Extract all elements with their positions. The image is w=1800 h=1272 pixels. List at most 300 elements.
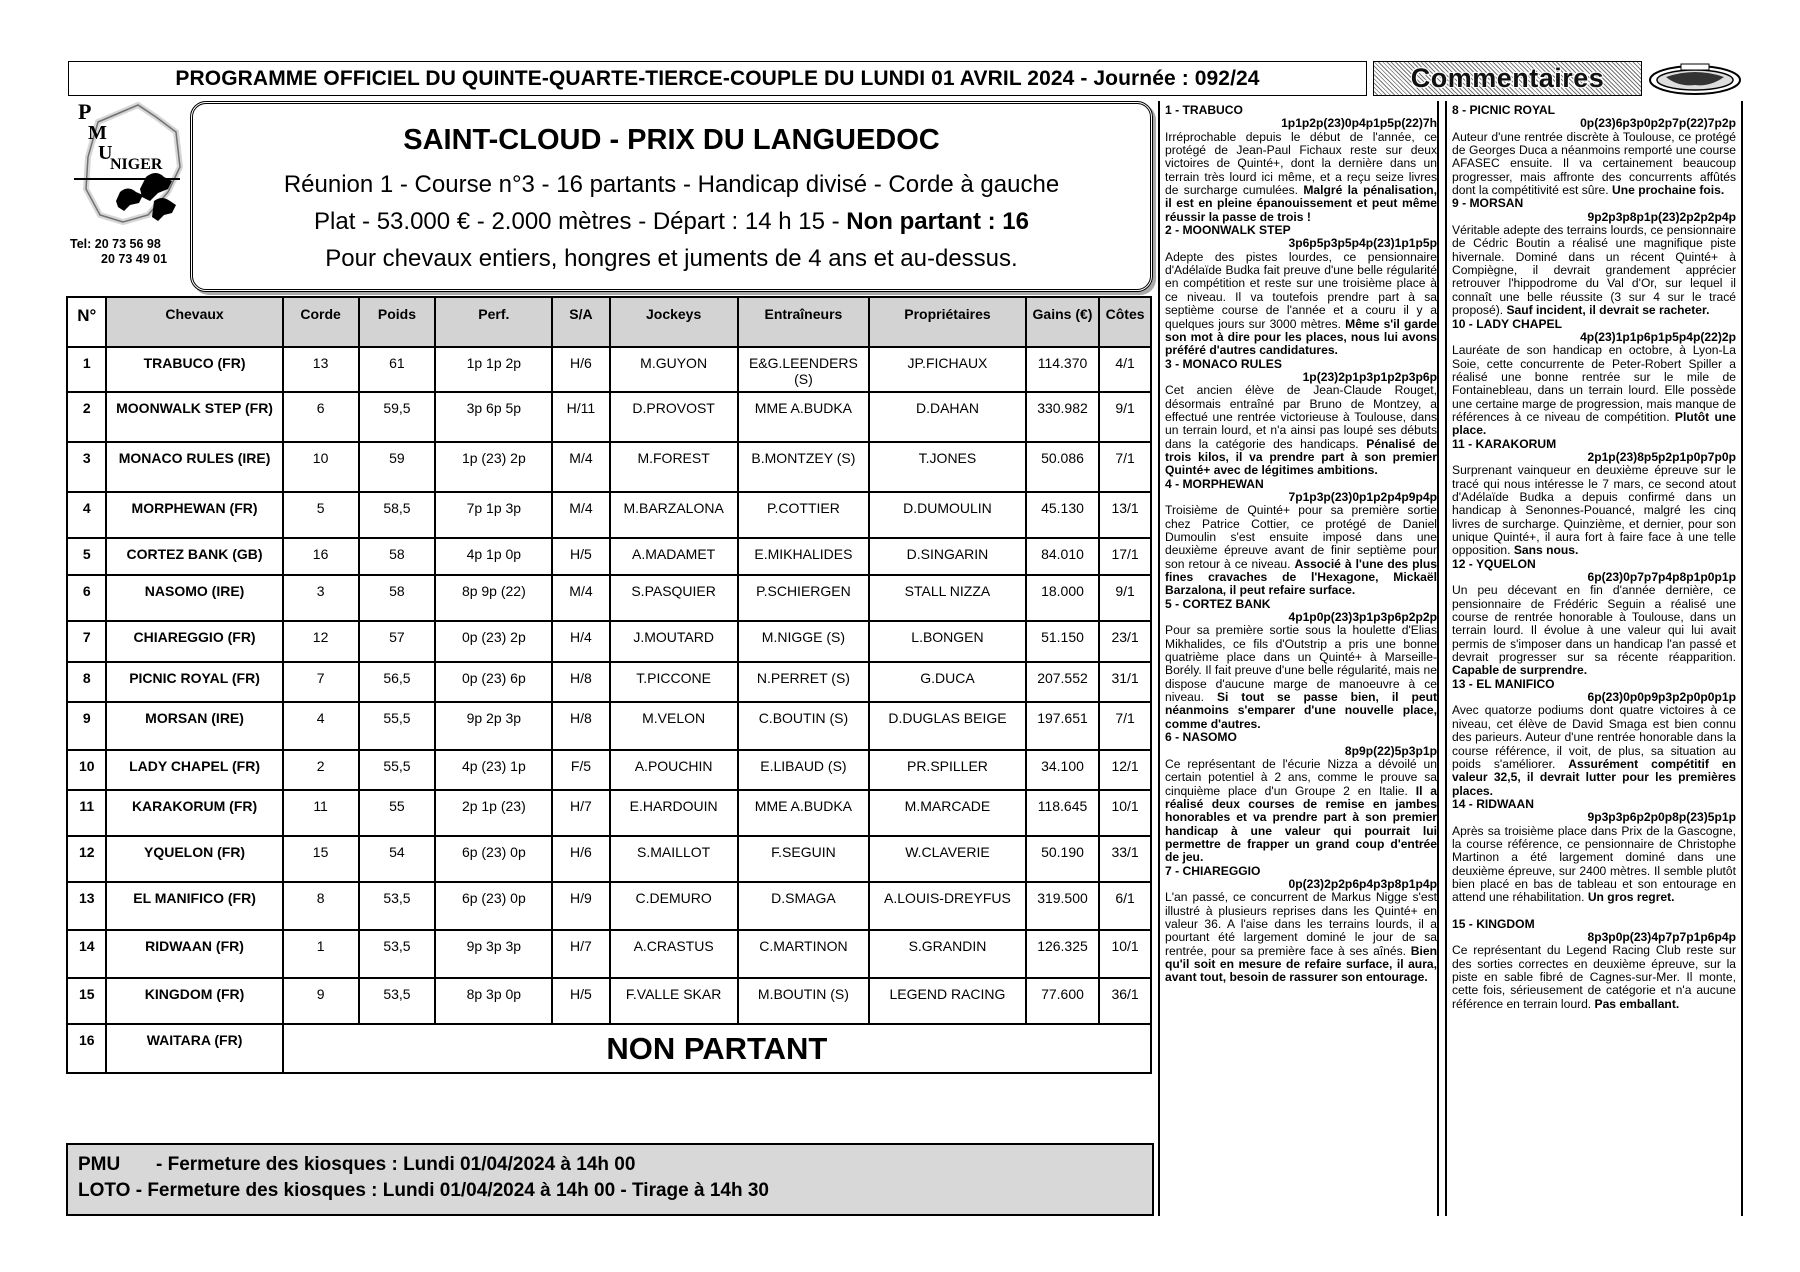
cell-trainer: M.NIGGE (S) [738,621,869,662]
comment-text [1165,384,1437,477]
comment-verdict: Malgré la pénalisation, il est en pleine épanouissement et peut même réussir la passe de trois ! [1165,183,1437,224]
cell-poids: 61 [359,347,436,392]
cell-poids: 55 [359,790,436,836]
telephone-block [70,237,167,267]
tel-line-2: 20 73 49 01 [101,252,168,266]
cell-trainer: B.MONTZEY (S) [738,442,869,492]
comment-entry [1452,798,1736,905]
comment-performances: 4p(23)1p1p6p1p5p4p(22)2p [1580,329,1736,344]
cell-owner: D.DUMOULIN [869,492,1026,538]
race-name: SAINT-CLOUD - PRIX DU LANGUEDOC [403,124,940,156]
comment-text [1452,131,1736,198]
cell-perf: 7p 1p 3p [435,492,552,538]
cell-horse: RIDWAAN (FR) [106,930,282,978]
cell-jockey: A.POUCHIN [610,750,738,790]
cell-corde: 11 [283,790,359,836]
cell-sa: H/9 [552,882,609,930]
column-header-trainer: Entraîneurs [738,297,869,347]
cell-gains: 84.010 [1026,538,1099,575]
cell-gains: 77.600 [1026,978,1099,1024]
comment-verdict: Une prochaine fois. [1611,183,1725,198]
comment-verdict: Un gros regret. [1587,890,1675,905]
cell-jockey: A.MADAMET [610,538,738,575]
cell-perf: 9p 2p 3p [435,702,552,750]
comment-text [1165,624,1437,731]
cell-trainer: N.PERRET (S) [738,662,869,702]
column-header-jockey: Jockeys [610,297,738,347]
comment-horse-name: 14 - RIDWAAN [1452,796,1534,811]
table-header-row [67,297,1151,347]
cell-corde: 7 [283,662,359,702]
comment-horse-name: 4 - MORPHEWAN [1165,476,1264,491]
cell-num: 14 [67,930,106,978]
cell-num: 6 [67,575,106,621]
cell-corde: 5 [283,492,359,538]
cell-trainer: D.SMAGA [738,882,869,930]
cell-sa: H/7 [552,930,609,978]
comment-verdict: Si tout se passe bien, il peut néanmoins s'emparer d'une nouvelle place, comme d'autres. [1165,690,1437,731]
comment-horse-name: 9 - MORSAN [1452,196,1524,211]
cell-perf: 9p 3p 3p [435,930,552,978]
cell-poids: 54 [359,836,436,882]
cell-num: 13 [67,882,106,930]
comment-body: Pour sa première sortie sous la houlette d'Elias Mikhalides, ce fils d'Outstrip a pris une bonne quatrième place dans un Quinté+ à Marseille-Borély. Il fait preuve d'une belle régularité, mais ne dispose d'aucune marge de manoeuvre à ce niveau. [1165,623,1437,705]
cell-poids: 56,5 [359,662,436,702]
cell-cote: 33/1 [1099,836,1151,882]
cell-gains: 118.645 [1026,790,1099,836]
comment-verdict: Associé à l'une des plus fines cravaches de l'Hexagone, Mickaël Barzalona, il peut refaire surface. [1165,556,1437,598]
comment-text [1165,758,1437,865]
cell-gains: 126.325 [1026,930,1099,978]
comment-verdict: Assurément compétitif en valeur 32,5, il devrait lutter pour les premières places. [1452,756,1737,798]
column-header-cote: Côtes [1099,297,1151,347]
comment-horse-name: 13 - EL MANIFICO [1452,676,1555,691]
cell-jockey: M.BARZALONA [610,492,738,538]
cell-num: 15 [67,978,106,1024]
comment-performances: 6p(23)0p7p7p4p8p1p0p1p [1587,570,1736,585]
table-row [67,836,1151,882]
cell-cote: 12/1 [1099,750,1151,790]
cell-gains: 197.651 [1026,702,1099,750]
comment-entry [1165,224,1437,357]
cell-perf: 1p 1p 2p [435,347,552,392]
cell-poids: 58,5 [359,492,436,538]
cell-sa: F/5 [552,750,609,790]
cell-gains: 34.100 [1026,750,1099,790]
non-partant-label: NON PARTANT [283,1024,1151,1073]
cell-owner: S.GRANDIN [869,930,1026,978]
table-row [67,621,1151,662]
cell-sa: H/8 [552,662,609,702]
comment-body: L'an passé, ce concurrent de Markus Nigge s'est illustré à plusieurs reprises dans les Quinté+ en valeur 36. A l'aise dans les terrains lourds, il a pourtant été largement dominé le jour de sa rentrée, pour sa première face à ses aînés. [1165,890,1437,958]
cell-trainer: F.SEGUIN [738,836,869,882]
cell-perf: 4p 1p 0p [435,538,552,575]
tel-line-1: Tel: 20 73 56 98 [70,237,161,251]
table-row [67,930,1151,978]
svg-text:P: P [78,99,92,124]
comment-body: Après sa troisième place dans Prix de la Gascogne, la course référence, ce pensionnaire de Christophe Martinon a été largement dominé dans une deuxième épreuve, sur 2400 mètres. Il semble plutôt bien placé en bas de tableau et son entourage en attend une réhabilitation. [1452,823,1736,905]
comment-entry [1452,558,1736,678]
comment-text [1165,251,1437,358]
cell-horse: MONACO RULES (IRE) [106,442,282,492]
cell-poids: 53,5 [359,930,436,978]
comment-text [1452,944,1736,1011]
comment-text [1165,891,1437,984]
comment-text [1452,584,1736,677]
cell-gains: 50.086 [1026,442,1099,492]
comment-body: Ce représentant de l'écurie Nizza a dévoilé un certain potentiel à 2 ans, comme le prouve sa cinquième place d'un Groupe 2 en Italie. [1165,756,1437,798]
cell-poids: 53,5 [359,882,436,930]
cell-corde: 4 [283,702,359,750]
column-header-owner: Propriétaires [869,297,1026,347]
cell-corde: 2 [283,750,359,790]
cell-owner: PR.SPILLER [869,750,1026,790]
cell-poids: 53,5 [359,978,436,1024]
column-header-num: N° [67,297,106,347]
cell-corde: 8 [283,882,359,930]
cell-num: 8 [67,662,106,702]
comment-verdict: Il a réalisé deux courses de remise en jambes honorables et va prendre part à son premier handicap à une valeur qui pourrait lui permettre de frapper un grand coup d'entrée de jeu. [1165,783,1438,865]
cell-sa: H/4 [552,621,609,662]
cell-jockey: C.DEMURO [610,882,738,930]
cell-trainer: C.BOUTIN (S) [738,702,869,750]
cell-owner: L.BONGEN [869,621,1026,662]
comment-performances: 1p1p2p(23)0p4p1p5p(22)7h [1281,116,1437,131]
comment-entry [1452,104,1736,197]
cell-corde: 6 [283,392,359,442]
loto-closing-line [78,1178,1142,1204]
cell-gains: 50.190 [1026,836,1099,882]
cell-sa: H/5 [552,978,609,1024]
cell-gains: 45.130 [1026,492,1099,538]
cell-sa: H/11 [552,392,609,442]
comment-text [1452,704,1736,797]
comment-verdict: Sauf incident, il devrait se racheter. [1506,303,1710,318]
cell-trainer: MME A.BUDKA [738,790,869,836]
cell-perf: 8p 9p (22) [435,575,552,621]
comment-performances: 2p1p(23)8p5p2p1p0p7p0p [1587,449,1736,464]
comment-verdict: Pénalisé de trois kilos, il va prendre part à son premier Quinté+ avec de légitimes ambitions. [1165,436,1437,478]
cell-cote: 10/1 [1099,790,1151,836]
comment-verdict: Même s'il garde son mot à dire pour les places, nous lui avons préféré d'autres candidatures. [1165,316,1437,358]
cell-poids: 59 [359,442,436,492]
cell-trainer: E.MIKHALIDES [738,538,869,575]
comment-body: Irréprochable depuis le début de l'année, ce protégé de Jean-Paul Fichaux reste sur deux victoires de Quinté+, dont la dernière dans un terrain très lourd ici même, et a reçu seize livres de surcharge cumulées. [1165,129,1437,198]
cell-num: 2 [67,392,106,442]
cell-cote: 9/1 [1099,392,1151,442]
cell-trainer: C.MARTINON [738,930,869,978]
cell-owner: G.DUCA [869,662,1026,702]
cell-gains: 330.982 [1026,392,1099,442]
pmu-closing-text: - Fermeture des kiosques : Lundi 01/04/2024 à 14h 00 [156,1154,636,1175]
pmu-label: PMU [78,1154,121,1175]
comment-text [1452,224,1736,317]
cell-sa: H/8 [552,702,609,750]
comment-entry [1452,197,1736,317]
column-header-corde: Corde [283,297,359,347]
cell-cote: 23/1 [1099,621,1151,662]
table-row [67,442,1151,492]
cell-owner: A.LOUIS-DREYFUS [869,882,1026,930]
cell-owner: JP.FICHAUX [869,347,1026,392]
cell-horse: CHIAREGGIO (FR) [106,621,282,662]
race-info-box [190,101,1153,292]
comment-body: Lauréate de son handicap en octobre, à Lyon-La Soie, cette concurrente de Peter-Robert Spiller a réalisé une bonne rentrée sur le mile de Fontainebleau, dans un terrain lourd. Elle possède une certaine marge de progression, mais manque de références à ce niveau de compétition. [1452,343,1736,424]
cell-jockey: M.GUYON [610,347,738,392]
cell-num: 3 [67,442,106,492]
comment-horse-name: 2 - MOONWALK STEP [1165,223,1291,238]
loto-label: LOTO [78,1180,131,1201]
cell-jockey: E.HARDOUIN [610,790,738,836]
comment-performances: 8p3p0p(23)4p7p7p1p6p4p [1587,929,1736,944]
cell-corde: 15 [283,836,359,882]
cell-poids: 58 [359,538,436,575]
comment-horse-name: 8 - PICNIC ROYAL [1452,103,1556,117]
comment-entry [1452,438,1736,558]
comment-performances: 0p(23)6p3p0p2p7p(22)7p2p [1580,116,1736,131]
table-row [67,538,1151,575]
cell-jockey: A.CRASTUS [610,930,738,978]
cell-trainer: P.SCHIERGEN [738,575,869,621]
cell-owner: T.JONES [869,442,1026,492]
program-title: PROGRAMME OFFICIEL DU QUINTE-QUARTE-TIERCE-COUPLE DU LUNDI 01 AVRIL 2024 - Journée : 092/24 [68,61,1367,96]
cell-sa: M/4 [552,492,609,538]
comment-performances: 0p(23)2p2p6p4p3p8p1p4p [1288,876,1437,891]
comment-entry [1165,478,1437,598]
comment-body: Adepte des pistes lourdes, ce pensionnaire d'Adélaïde Budka fait preuve d'une belle régularité en compétition et reste sur une troisième place à ce niveau. Il va toutefois prendre part à sa septième course de l'année et a couru il y a quelques jours sur 3000 mètres. [1165,249,1437,331]
cell-cote: 31/1 [1099,662,1151,702]
cell-jockey: S.PASQUIER [610,575,738,621]
comment-body: Auteur d'une rentrée discrète à Toulouse, ce protégé de Georges Duca a néanmoins remporté une course AFASEC ensuite. Il va certainement beaucoup progresser, mais affronte des concurrents affûtés dont la compétitivité est sûre. [1452,129,1736,198]
cell-horse: LADY CHAPEL (FR) [106,750,282,790]
cell-perf: 8p 3p 0p [435,978,552,1024]
comment-performances: 7p1p3p(23)0p1p2p4p9p4p [1288,489,1437,504]
cell-num: 5 [67,538,106,575]
cell-perf: 3p 6p 5p [435,392,552,442]
comment-body: Véritable adepte des terrains lourds, ce pensionnaire de Cédric Boutin a réalisé une magnifique piste hivernale. Dominé dans un récent Quinté+ à Compiègne, il devrait grandement apprécier retrouver l'hippodrome du Val d'Or, sur lequel il connaît une belle réussite (3 sur 4 sur le tracé proposé). [1452,223,1736,318]
cell-sa: H/5 [552,538,609,575]
table-row [67,978,1151,1024]
table-row [67,750,1151,790]
closing-times-footer [66,1143,1154,1216]
comment-horse-name: 1 - TRABUCO [1165,103,1243,117]
cell-corde: 1 [283,930,359,978]
non-partant-note: Non partant : 16 [846,208,1029,235]
cell-cote: 36/1 [1099,978,1151,1024]
lonani-coin-logo [1648,63,1743,95]
cell-horse: MORSAN (IRE) [106,702,282,750]
cell-jockey: M.VELON [610,702,738,750]
comments-column-1 [1158,101,1439,1216]
cell-trainer: MME A.BUDKA [738,392,869,442]
comments-column-2 [1445,101,1743,1216]
comment-performances: 8p9p(22)5p3p1p [1344,743,1437,758]
cell-perf: 2p 1p (23) [435,790,552,836]
table-row [67,882,1151,930]
comment-body: Troisième de Quinté+ pour sa première sortie chez Patrice Cottier, ce protégé de Daniel Dumoulin s'est ensuite imposé dans une deuxième épreuve avant de finir septième pour son retour à ce niveau. [1165,503,1437,571]
table-row [67,702,1151,750]
cell-corde: 9 [283,978,359,1024]
race-details: Réunion 1 - Course n°3 - 16 partants - Handicap divisé - Corde à gauche [283,171,1060,198]
cell-sa: H/6 [552,836,609,882]
cell-jockey: M.FOREST [610,442,738,492]
comment-entry [1165,731,1437,864]
comments-header [1373,61,1642,96]
comment-text [1165,504,1437,597]
cell-horse: YQUELON (FR) [106,836,282,882]
column-header-sa: S/A [552,297,609,347]
cell-owner: D.DAHAN [869,392,1026,442]
comment-horse-name: 15 - KINGDOM [1452,916,1535,931]
cell-owner: D.DUGLAS BEIGE [869,702,1026,750]
cell-owner: STALL NIZZA [869,575,1026,621]
cell-gains: 114.370 [1026,347,1099,392]
svg-text:NIGER: NIGER [110,156,163,173]
cell-trainer: E&G.LEENDERS (S) [738,347,869,392]
comment-text [1452,825,1736,905]
comment-text [1165,131,1437,224]
cell-num: 9 [67,702,106,750]
cell-owner: LEGEND RACING [869,978,1026,1024]
cell-perf: 4p (23) 1p [435,750,552,790]
cell-gains: 319.500 [1026,882,1099,930]
comment-entry [1452,678,1736,798]
column-header-horse: Chevaux [106,297,282,347]
comment-performances: 4p1p0p(23)3p1p3p6p2p2p [1288,610,1437,625]
cell-jockey: J.MOUTARD [610,621,738,662]
pmu-closing-line [78,1152,1142,1178]
comment-body: Ce représentant du Legend Racing Club reste sur des sorties correctes en deuxième épreuve, sur la piste en sable fibré de Cagnes-sur-Mer. Il monte, cette fois, sérieusement de catégorie et n'a aucune référence en terrain lourd. [1452,943,1736,1011]
cell-num: 12 [67,836,106,882]
comment-horse-name: 11 - KARAKORUM [1452,436,1557,451]
comment-entry [1165,865,1437,985]
race-conditions [193,208,1150,236]
cell-trainer: P.COTTIER [738,492,869,538]
comment-horse-name: 3 - MONACO RULES [1165,356,1282,371]
cell-cote: 13/1 [1099,492,1151,538]
cell-corde: 12 [283,621,359,662]
loto-closing-text: - Fermeture des kiosques : Lundi 01/04/2024 à 14h 00 - Tirage à 14h 30 [130,1180,769,1201]
race-conditions-text: Plat - 53.000 € - 2.000 mètres - Départ : 14 h 15 - [314,208,847,235]
comment-entry [1165,598,1437,731]
comment-performances: 3p6p5p3p5p4p(23)1p1p5p [1288,236,1437,251]
cell-perf: 0p (23) 2p [435,621,552,662]
cell-corde: 3 [283,575,359,621]
svg-text:U: U [98,142,113,164]
comment-entry [1452,318,1736,438]
svg-text:M: M [88,122,107,144]
cell-horse: CORTEZ BANK (GB) [106,538,282,575]
cell-horse: MORPHEWAN (FR) [106,492,282,538]
cell-owner: W.CLAVERIE [869,836,1026,882]
cell-num: 11 [67,790,106,836]
cell-horse: KARAKORUM (FR) [106,790,282,836]
cell-horse: KINGDOM (FR) [106,978,282,1024]
cell-gains: 207.552 [1026,662,1099,702]
comment-entry [1165,104,1437,224]
cell-perf: 6p (23) 0p [435,882,552,930]
cell-owner: M.MARCADE [869,790,1026,836]
cell-horse: PICNIC ROYAL (FR) [106,662,282,702]
cell-poids: 55,5 [359,750,436,790]
cell-horse: TRABUCO (FR) [106,347,282,392]
cell-jockey: S.MAILLOT [610,836,738,882]
cell-sa: M/4 [552,442,609,492]
comment-horse-name: 7 - CHIAREGGIO [1165,863,1261,878]
cell-corde: 16 [283,538,359,575]
comment-entry [1165,358,1437,478]
comment-text [1452,344,1736,437]
cell-jockey: D.PROVOST [610,392,738,442]
table-row [67,575,1151,621]
column-header-gains: Gains (€) [1026,297,1099,347]
cell-cote: 10/1 [1099,930,1151,978]
cell-horse: NASOMO (IRE) [106,575,282,621]
comment-verdict: Pas emballant. [1594,996,1680,1011]
comment-horse-name: 12 - YQUELON [1452,556,1536,571]
table-row [67,347,1151,392]
cell-corde: 13 [283,347,359,392]
comment-verdict: Capable de surprendre. [1452,663,1588,678]
table-row [67,662,1151,702]
cell-perf: 6p (23) 0p [435,836,552,882]
cell-num: 7 [67,621,106,662]
cell-num: 10 [67,750,106,790]
comment-body: Avec quatorze podiums dont quatre victoires à ce niveau, cet élève de David Smaga est bien connu des parieurs. Auteur d'une rentrée honorable dans la course référence, il voit, de plus, sa situation au poids s'améliorer. [1452,703,1736,771]
cell-jockey: T.PICCONE [610,662,738,702]
cell-sa: M/4 [552,575,609,621]
pmu-niger-logo [68,97,188,245]
cell-horse: WAITARA (FR) [106,1024,282,1073]
cell-perf: 0p (23) 6p [435,662,552,702]
cell-trainer: M.BOUTIN (S) [738,978,869,1024]
comment-body: Surprenant vainqueur en deuxième épreuve sur le tracé qui nous intéresse le 7 mars, ce second atout d'Adélaïde Budka a depuis confirmé dans un handicap à Senonnes-Pouancé, malgré les cinq livres de surcharge. Quinzième, et dernier, pour son unique Quinté+, il aura fort à faire face à une telle opposition. [1452,463,1736,558]
cell-sa: H/6 [552,347,609,392]
race-eligibility: Pour chevaux entiers, hongres et juments de 4 ans et au-dessus. [325,245,1018,272]
cell-owner: D.SINGARIN [869,538,1026,575]
comment-performances: 1p(23)2p1p3p1p2p3p6p [1302,369,1437,384]
comment-verdict: Sans nous. [1513,543,1579,558]
comment-entry [1452,918,1736,1011]
cell-cote: 4/1 [1099,347,1151,392]
comment-text [1452,464,1736,557]
cell-num: 4 [67,492,106,538]
cell-cote: 7/1 [1099,442,1151,492]
comment-horse-name: 10 - LADY CHAPEL [1452,316,1562,331]
cell-num: 16 [67,1024,106,1073]
table-row [67,392,1151,442]
comment-horse-name: 5 - CORTEZ BANK [1165,596,1271,611]
comment-performances: 6p(23)0p0p9p3p2p0p0p1p [1587,690,1736,705]
cell-cote: 9/1 [1099,575,1151,621]
comment-body: Cet ancien élève de Jean-Claude Rouget, désormais entraîné par Bruno de Montzey, a effectué une rentrée victorieuse à Toulouse, dans un terrain lourd, et n'a ainsi pas loupé ses débuts dans la catégorie des handicaps. [1165,383,1437,451]
column-header-perf: Perf. [435,297,552,347]
comment-body: Un peu décevant en fin d'année dernière, ce pensionnaire de Frédéric Seguin a réalisé une course de rentrée honorable à Toulouse, dans un terrain lourd. Il évolue à une valeur qui lui avait permis de s'imposer dans un handicap l'an passé et devrait progresser sur sa récente réapparition. [1452,583,1736,665]
cell-sa: H/7 [552,790,609,836]
comment-verdict: Plutôt une place. [1452,409,1736,438]
comment-performances: 9p2p3p8p1p(23)2p2p2p4p [1587,209,1736,224]
cell-horse: EL MANIFICO (FR) [106,882,282,930]
cell-poids: 57 [359,621,436,662]
table-row [67,492,1151,538]
cell-cote: 17/1 [1099,538,1151,575]
cell-gains: 51.150 [1026,621,1099,662]
comment-performances: 9p3p3p6p2p0p8p(23)5p1p [1587,810,1736,825]
cell-poids: 59,5 [359,392,436,442]
cell-gains: 18.000 [1026,575,1099,621]
table-row-non-partant [67,1024,1151,1073]
table-row [67,790,1151,836]
